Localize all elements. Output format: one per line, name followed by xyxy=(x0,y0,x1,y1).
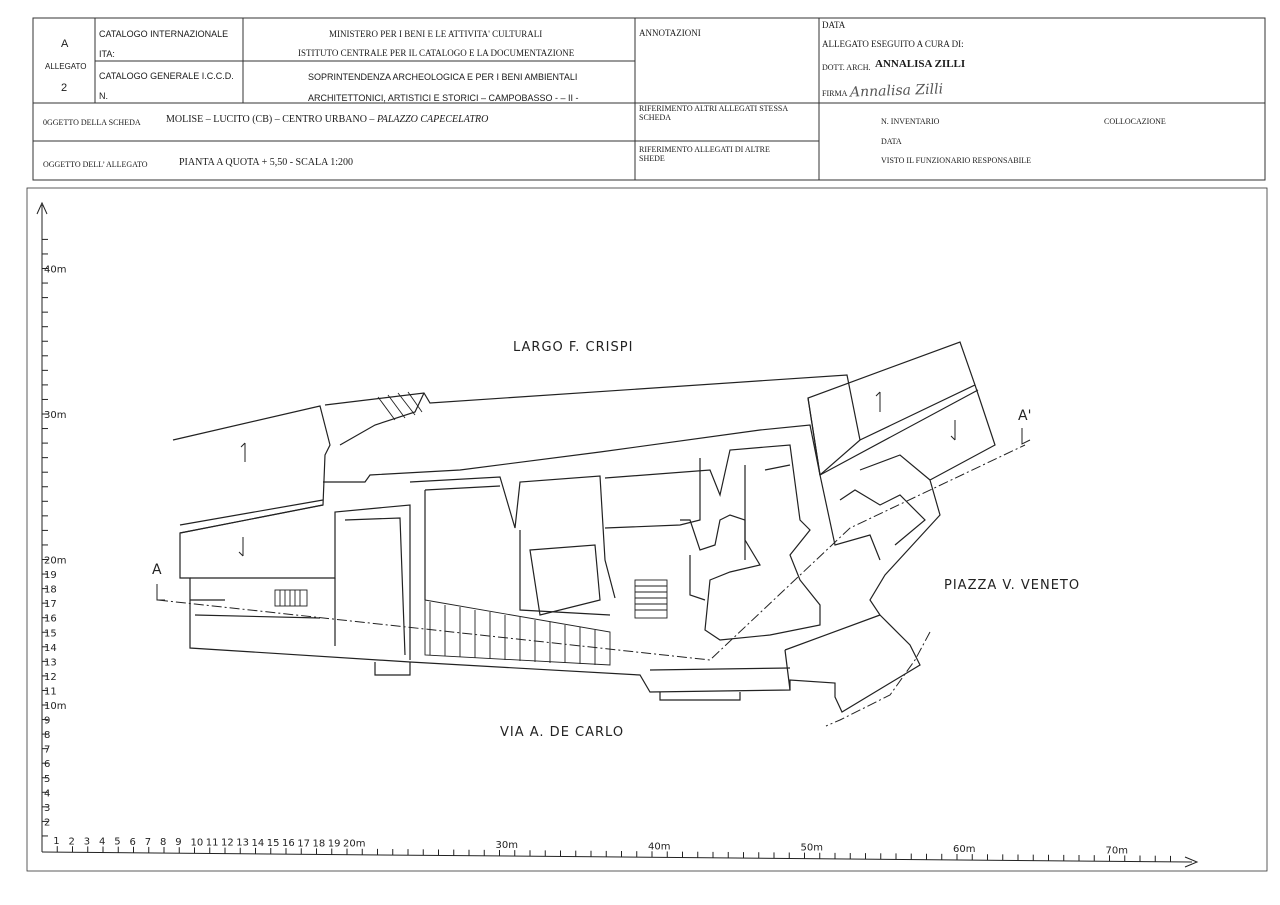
x-axis-label: 70m xyxy=(1105,845,1128,857)
x-axis-label: 13 xyxy=(236,837,249,849)
section-marks xyxy=(157,428,1030,726)
allegato-letter: A xyxy=(61,38,69,50)
x-axis-label: 15 xyxy=(266,837,280,849)
section-mark-a-prime: A' xyxy=(1018,408,1032,424)
x-axis-label: 30m xyxy=(495,839,518,851)
stairs xyxy=(275,392,667,618)
y-axis-label: 11 xyxy=(44,686,57,698)
x-axis-label: 20m xyxy=(343,838,366,850)
x-axis-label: 18 xyxy=(312,838,326,850)
x-axis-label: 1 xyxy=(53,836,60,848)
y-axis-label: 2 xyxy=(44,817,51,829)
x-axis-label: 12 xyxy=(221,837,234,849)
oggetto-scheda-label: 0GGETTO DELLA SCHEDA xyxy=(43,118,141,127)
y-axis-label: 18 xyxy=(44,584,57,596)
istituto-text: ISTITUTO CENTRALE PER IL CATALOGO E LA DOCUMENTAZIONE xyxy=(298,48,575,58)
x-axis-line xyxy=(42,852,1192,862)
allegato-label: ALLEGATO xyxy=(45,62,87,71)
soprintendenza-text: SOPRINTENDENZA ARCHEOLOGICA E PER I BENI AMBIENTALI xyxy=(308,72,578,82)
y-axis-label: 3 xyxy=(44,802,51,814)
riferimento-stessa-scheda: RIFERIMENTO ALTRI ALLEGATI STESSA SCHEDA xyxy=(639,104,789,122)
y-axis-label: 20m xyxy=(44,555,67,567)
riferimento-altre-schede: RIFERIMENTO ALLEGATI DI ALTRE SHEDE xyxy=(639,145,770,163)
building-outline xyxy=(173,342,995,712)
x-axis-label: 11 xyxy=(205,837,219,849)
oggetto-allegato-label: OGGETTO DELL’ ALLEGATO xyxy=(43,160,148,169)
y-axis-label: 40m xyxy=(44,264,67,276)
scale-axes xyxy=(37,203,1197,867)
firma-label: FIRMA xyxy=(822,89,848,98)
y-axis-label: 10m xyxy=(44,701,67,712)
allegato-eseguito-label: ALLEGATO ESEGUITO A CURA DI: xyxy=(822,39,964,49)
x-axis-label: 17 xyxy=(297,838,310,850)
x-axis-label: 7 xyxy=(144,836,152,848)
oggetto-scheda-value: MOLISE – LUCITO (CB) – CENTRO URBANO – PALAZZO CAPECELATRO xyxy=(166,114,489,125)
visto-label: VISTO IL FUNZIONARIO RESPONSABILE xyxy=(881,156,1032,165)
collocazione-label: COLLOCAZIONE xyxy=(1104,117,1166,126)
annotazioni-label: ANNOTAZIONI xyxy=(639,28,701,38)
y-axis-label: 30m xyxy=(44,410,67,421)
y-axis-label: 16 xyxy=(44,613,57,625)
oggetto-allegato-value: PIANTA A QUOTA + 5,50 - SCALA 1:200 xyxy=(179,157,354,168)
y-axis-label: 9 xyxy=(44,715,51,727)
street-largo-crispi: LARGO F. CRISPI xyxy=(513,340,634,355)
y-axis-label: 8 xyxy=(44,730,51,742)
section-line xyxy=(158,445,1025,660)
y-axis-label: 19 xyxy=(44,570,57,582)
data-label-2: DATA xyxy=(881,137,902,146)
x-axis-label: 4 xyxy=(99,836,106,848)
author-name: ANNALISA ZILLI xyxy=(875,58,966,70)
ita-label: ITA: xyxy=(99,49,115,59)
x-axis-label: 8 xyxy=(160,837,167,849)
y-axis-label: 4 xyxy=(44,788,51,800)
x-axis-label: 16 xyxy=(282,838,295,850)
x-axis-label: 14 xyxy=(251,837,265,849)
x-axis-label: 5 xyxy=(114,836,121,848)
x-axis-label: 50m xyxy=(800,842,823,854)
x-axis-label: 60m xyxy=(953,843,976,855)
ministero-text: MINISTERO PER I BENI E LE ATTIVITA' CULTURALI xyxy=(329,29,543,39)
y-axis-label: 14 xyxy=(44,642,57,654)
x-axis-label: 3 xyxy=(83,836,91,848)
catalogo-generale-label: CATALOGO GENERALE I.C.C.D. xyxy=(99,71,234,81)
data-label: DATA xyxy=(822,20,846,30)
y-axis-label: 6 xyxy=(44,759,51,771)
x-axis-label: 19 xyxy=(327,838,341,850)
y-axis-label: 12 xyxy=(44,671,57,683)
n-inventario-label: N. INVENTARIO xyxy=(881,117,940,126)
slope-arrows xyxy=(239,392,955,556)
y-axis-label: 17 xyxy=(44,599,57,611)
allegato-number: 2 xyxy=(61,82,68,94)
y-axis-label: 5 xyxy=(44,773,51,785)
y-axis-label: 15 xyxy=(44,628,57,640)
section-mark-a: A xyxy=(152,562,162,578)
y-axis-label: 13 xyxy=(44,657,57,669)
x-axis-label: 6 xyxy=(129,836,136,848)
x-axis-label: 2 xyxy=(68,836,75,848)
x-axis-label: 10 xyxy=(190,837,204,849)
street-piazza-veneto: PIAZZA V. VENETO xyxy=(944,578,1081,593)
street-via-de-carlo: VIA A. DE CARLO xyxy=(500,725,625,740)
architettonici-text: ARCHITETTONICI, ARTISTICI E STORICI – CAMPOBASSO - – II - xyxy=(308,93,579,103)
n-label: N. xyxy=(99,91,108,101)
dott-arch-label: DOTT. ARCH. xyxy=(822,63,871,72)
y-axis-label: 7 xyxy=(44,744,51,756)
catalogo-internazionale-label: CATALOGO INTERNAZIONALE xyxy=(99,29,229,39)
x-axis-label: 9 xyxy=(175,837,182,849)
x-axis-label: 40m xyxy=(648,841,671,853)
signature: Annalisa Zilli xyxy=(849,81,944,101)
